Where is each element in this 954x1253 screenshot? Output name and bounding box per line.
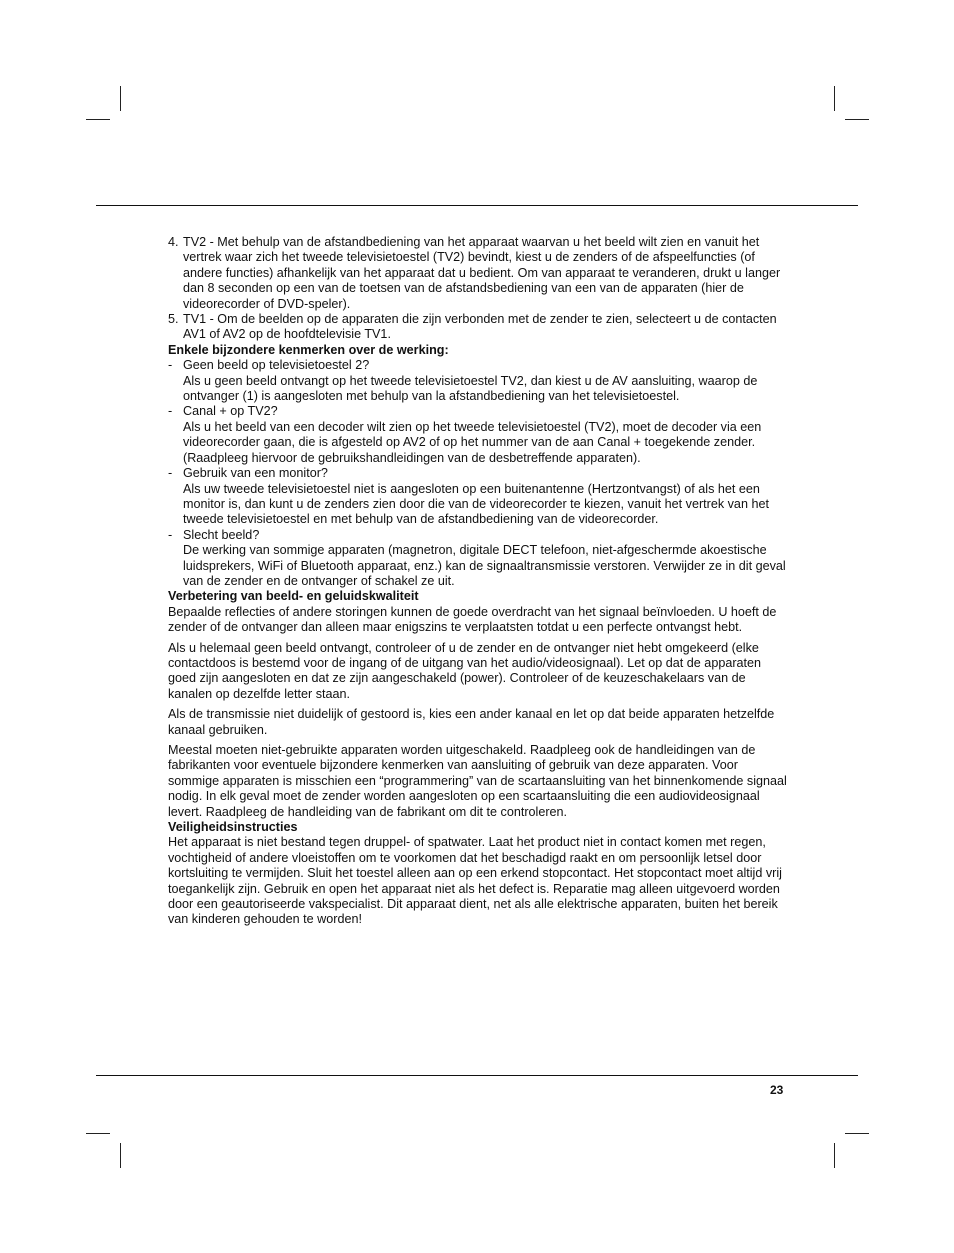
feature-item <box>168 404 790 466</box>
dash-bullet: - <box>168 404 173 419</box>
quality-paragraph: Als u helemaal geen beeld ontvangt, controleer of u de zender en de ontvanger niet hebt omgekeerd (elke contactdoos is bestemd voor de ingang of de uitgang van het audio/videosignaal). Let op dat de apparaten goed zijn aangesloten en dat ze zijn aangeschakeld (power). Controleer of de keuzeschakelaars van de kanalen op dezelfde letter staan. <box>168 640 762 701</box>
crop-mark-top-right-horizontal <box>845 119 869 120</box>
header-rule <box>96 205 858 206</box>
safety-heading: Veiligheidsinstructies <box>168 820 298 835</box>
features-list <box>168 358 790 589</box>
dash-bullet: - <box>168 358 173 373</box>
quality-paragraph: Meestal moeten niet-gebruikte apparaten worden uitgeschakeld. Raadpleeg ook de handleidingen van de fabrikanten voor eventuele bijzondere kenmerken van aansluiting of gebruik van deze apparaten. Voor sommige apparaten is misschien een “programmering” van de scartaansluiting van het binnenkomende signaal nodig. In elk geval moet de zender worden aangesloten op een scartaansluiting die een audiovideosignaal levert. Raadpleeg de handleiding van de fabrikant om dit te controleren. <box>168 743 787 819</box>
feature-question: Geen beeld op televisietoestel 2? <box>183 358 370 373</box>
feature-item <box>168 528 790 590</box>
feature-answer: Als uw tweede televisietoestel niet is aangesloten op een buitenantenne (Hertzontvangst) of als het een monitor is, dan kunt u de zenders zien door die van de videorecorder te kiezen, vanuit het vertrek van het tweede televisietoestel en met behulp van de afstandbediening van de videorecorder. <box>183 481 769 527</box>
quality-heading: Verbetering van beeld- en geluidskwaliteit <box>168 589 419 604</box>
numbered-step <box>168 312 790 343</box>
crop-mark-bottom-left-horizontal <box>86 1133 110 1134</box>
feature-question: Slecht beeld? <box>183 527 260 542</box>
crop-mark-bottom-left-vertical <box>120 1143 121 1168</box>
dash-bullet: - <box>168 466 173 481</box>
dash-bullet: - <box>168 527 173 542</box>
step-text: TV1 - Om de beelden op de apparaten die zijn verbonden met de zender te zien, selecteert u de contacten AV1 of AV2 op de hoofdtelevisie TV1. <box>183 312 777 342</box>
feature-question: Canal + op TV2? <box>183 404 278 419</box>
feature-answer: Als u het beeld van een decoder wilt zien op het tweede televisietoestel (TV2), moet de decoder via een videorecorder gaan, die is afgesteld op AV2 of op het nummer van de aan Canal + toegekende zender. (Raadpleeg hiervoor de gebruikshandleidingen van de desbetreffende apparaten). <box>183 419 762 465</box>
crop-mark-top-left-horizontal <box>86 119 110 120</box>
crop-mark-top-right-vertical <box>834 86 835 111</box>
step-number: 4. <box>168 235 179 249</box>
features-heading: Enkele bijzondere kenmerken over de werking: <box>168 342 449 357</box>
step-number: 5. <box>168 312 179 327</box>
feature-question: Gebruik van een monitor? <box>183 466 328 481</box>
page-content <box>168 235 790 928</box>
quality-paragraph: Als de transmissie niet duidelijk of gestoord is, kies een ander kanaal en let op dat beide apparaten hetzelfde kanaal gebruiken. <box>168 707 775 737</box>
numbered-step <box>168 235 790 312</box>
step-text: TV2 - Met behulp van de afstandbediening van het apparaat waarvan u het beeld wilt zien en vanuit het vertrek waar zich het tweede televisietoestel (TV2) bevindt, kiest u de zenders of de afspeelfuncties (of andere functies) afhankelijk van het apparaat dat u bedient. Om van apparaat te veranderen, drukt u langer dan 8 seconden op een van de toetsen van de afstandsbediening van een van de apparaten (hier de videorecorder of DVD-speler). <box>183 235 781 311</box>
feature-item <box>168 358 790 404</box>
crop-mark-top-left-vertical <box>120 86 121 111</box>
footer-rule <box>96 1075 858 1076</box>
crop-mark-bottom-right-vertical <box>834 1143 835 1168</box>
crop-mark-bottom-right-horizontal <box>845 1133 869 1134</box>
feature-answer: Als u geen beeld ontvangt op het tweede televisietoestel TV2, dan kiest u de AV aansluiting, waarop de ontvanger (1) is aangesloten met behulp van la afstandbediening van het televisietoestel. <box>183 373 758 404</box>
page-number: 23 <box>770 1083 784 1097</box>
quality-paragraph: Bepaalde reflecties of andere storingen kunnen de goede overdracht van het signaal beïnvloeden. U hoeft de zender of de ontvanger dan alleen maar enigszins te verplaatsten totdat u een perfecte ontvangst hebt. <box>168 604 777 635</box>
feature-answer: De werking van sommige apparaten (magnetron, digitale DECT telefoon, niet-afgeschermde akoestische luidsprekers, WiFi of Bluetooth apparaat, enz.) kan de signaaltransmissie verstoren. Verwijder ze in dit geval van de zender en de ontvanger of schakel ze uit. <box>183 543 786 588</box>
numbered-steps <box>168 235 790 343</box>
feature-item <box>168 466 790 528</box>
safety-paragraph: Het apparaat is niet bestand tegen druppel- of spatwater. Laat het product niet in contact komen met regen, vochtigheid of andere vloeistoffen om te voorkomen dat het beschadigd raakt en om persoonlijk letsel door kortsluiting te vermijden. Sluit het toestel alleen aan op een erkend stopcontact. Het stopcontact moet altijd vrij toegankelijk zijn. Gebruik en open het apparaat niet als het defect is. Reparatie mag alleen uitgevoerd worden door een geautoriseerde vakspecialist. Dit apparaat dient, net als alle elektrische apparaten, buiten het bereik van kinderen gehouden te worden! <box>168 835 782 927</box>
